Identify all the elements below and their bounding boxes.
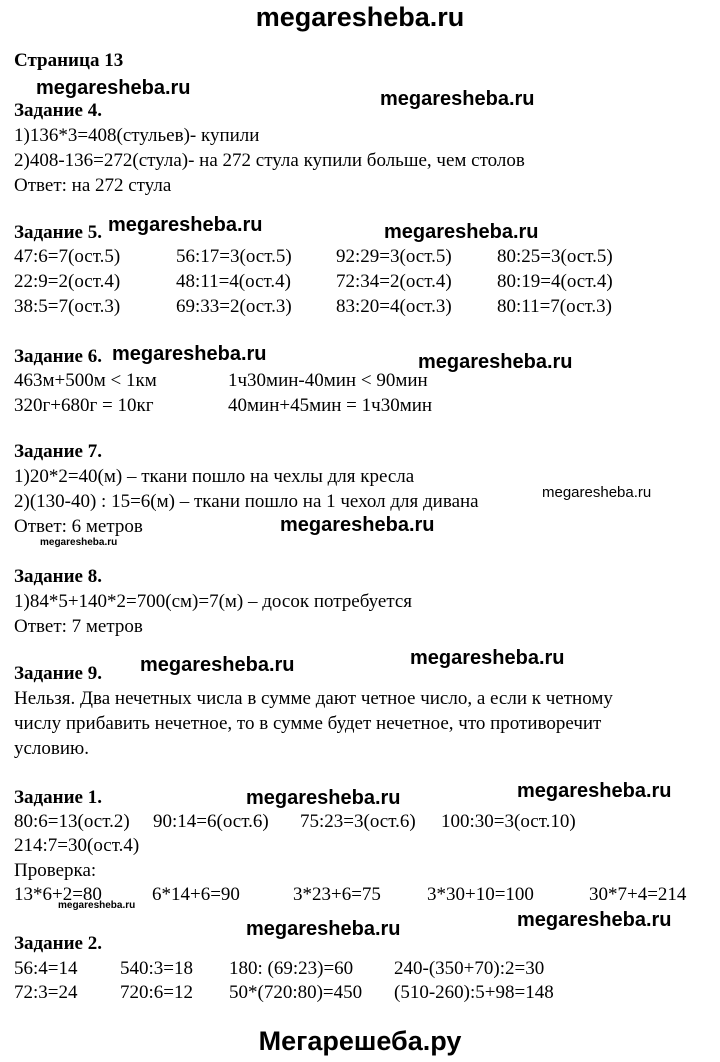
task2-cell: 72:3=24 bbox=[14, 982, 78, 1003]
watermark: megaresheba.ru bbox=[246, 787, 401, 809]
task1-check: 6*14+6=90 bbox=[152, 884, 240, 905]
task1-cell: 100:30=3(ост.10) bbox=[441, 811, 576, 832]
watermark: megaresheba.ru bbox=[112, 343, 267, 365]
task6-cell: 40мин+45мин = 1ч30мин bbox=[228, 395, 433, 416]
task4-line: 1)136*3=408(стульев)- купили bbox=[14, 125, 260, 146]
watermark: megaresheba.ru bbox=[517, 780, 672, 802]
watermark: megaresheba.ru bbox=[40, 537, 118, 548]
task5-cell: 48:11=4(ост.4) bbox=[176, 271, 291, 292]
task8-answer: Ответ: 7 метров bbox=[14, 616, 143, 637]
task1-check: 30*7+4=214 bbox=[589, 884, 687, 905]
site-header: megaresheba.ru bbox=[255, 2, 465, 32]
watermark: megaresheba.ru bbox=[418, 351, 573, 373]
task8-title: Задание 8. bbox=[14, 566, 102, 587]
task5-title: Задание 5. bbox=[14, 222, 102, 243]
task1-cell: 80:6=13(ост.2) bbox=[14, 811, 130, 832]
task9-line: числу прибавить нечетное, то в сумме будет нечетное, что противоречит bbox=[14, 713, 602, 734]
task1-cell: 214:7=30(ост.4) bbox=[14, 835, 140, 856]
task5-cell: 80:11=7(ост.3) bbox=[497, 296, 612, 317]
task1-check-label: Проверка: bbox=[14, 860, 97, 881]
watermark: megaresheba.ru bbox=[36, 77, 191, 99]
task9-line: условию. bbox=[14, 738, 89, 759]
task2-cell: 720:6=12 bbox=[120, 982, 193, 1003]
task7-answer: Ответ: 6 метров bbox=[14, 516, 143, 537]
task5-cell: 92:29=3(ост.5) bbox=[336, 246, 452, 267]
page-title: Страница 13 bbox=[14, 50, 124, 71]
watermark: megaresheba.ru bbox=[58, 900, 136, 911]
task6-cell: 1ч30мин-40мин < 90мин bbox=[228, 370, 428, 391]
watermark: megaresheba.ru bbox=[246, 918, 401, 940]
task7-line: 2)(130-40) : 15=6(м) – ткани пошло на 1 чехол для дивана bbox=[14, 491, 479, 512]
watermark: megaresheba.ru bbox=[280, 514, 435, 536]
task4-line: 2)408-136=272(стула)- на 272 стула купили больше, чем столов bbox=[14, 150, 525, 171]
task1-check: 3*23+6=75 bbox=[293, 884, 381, 905]
site-footer: Мегарешеба.ру bbox=[258, 1026, 462, 1056]
task5-cell: 80:19=4(ост.4) bbox=[497, 271, 613, 292]
task1-check: 13*6+2=80 bbox=[14, 884, 102, 905]
task1-check: 3*30+10=100 bbox=[427, 884, 534, 905]
task8-line: 1)84*5+140*2=700(см)=7(м) – досок потребуется bbox=[14, 591, 413, 612]
watermark: megaresheba.ru bbox=[380, 88, 535, 110]
task2-cell: 180: (69:23)=60 bbox=[229, 958, 354, 979]
task5-cell: 22:9=2(ост.4) bbox=[14, 271, 121, 292]
task6-title: Задание 6. bbox=[14, 346, 102, 367]
watermark: megaresheba.ru bbox=[410, 647, 565, 669]
task2-cell: 240-(350+70):2=30 bbox=[394, 958, 545, 979]
task1-cell: 90:14=6(ост.6) bbox=[153, 811, 269, 832]
task2-cell: 540:3=18 bbox=[120, 958, 193, 979]
task5-cell: 72:34=2(ост.4) bbox=[336, 271, 452, 292]
task5-cell: 38:5=7(ост.3) bbox=[14, 296, 121, 317]
task5-cell: 83:20=4(ост.3) bbox=[336, 296, 452, 317]
task4-title: Задание 4. bbox=[14, 100, 102, 121]
task6-cell: 463м+500м < 1км bbox=[14, 370, 157, 391]
task2-cell: 56:4=14 bbox=[14, 958, 78, 979]
task2-cell: (510-260):5+98=148 bbox=[394, 982, 554, 1003]
task4-answer: Ответ: на 272 стула bbox=[14, 175, 172, 196]
task7-title: Задание 7. bbox=[14, 441, 102, 462]
watermark: megaresheba.ru bbox=[517, 909, 672, 931]
task5-cell: 69:33=2(ост.3) bbox=[176, 296, 292, 317]
task6-cell: 320г+680г = 10кг bbox=[14, 395, 154, 416]
task1-title: Задание 1. bbox=[14, 787, 102, 808]
task5-cell: 80:25=3(ост.5) bbox=[497, 246, 613, 267]
task5-cell: 56:17=3(ост.5) bbox=[176, 246, 292, 267]
task2-title: Задание 2. bbox=[14, 933, 102, 954]
watermark: megaresheba.ru bbox=[384, 221, 539, 243]
task9-line: Нельзя. Два нечетных числа в сумме дают четное число, а если к четному bbox=[14, 688, 613, 709]
task5-cell: 47:6=7(ост.5) bbox=[14, 246, 121, 267]
task7-line: 1)20*2=40(м) – ткани пошло на чехлы для кресла bbox=[14, 466, 415, 487]
watermark: megaresheba.ru bbox=[108, 214, 263, 236]
task1-cell: 75:23=3(ост.6) bbox=[300, 811, 416, 832]
task9-title: Задание 9. bbox=[14, 663, 102, 684]
watermark: megaresheba.ru bbox=[542, 484, 652, 501]
task2-cell: 50*(720:80)=450 bbox=[229, 982, 363, 1003]
watermark: megaresheba.ru bbox=[140, 654, 295, 676]
